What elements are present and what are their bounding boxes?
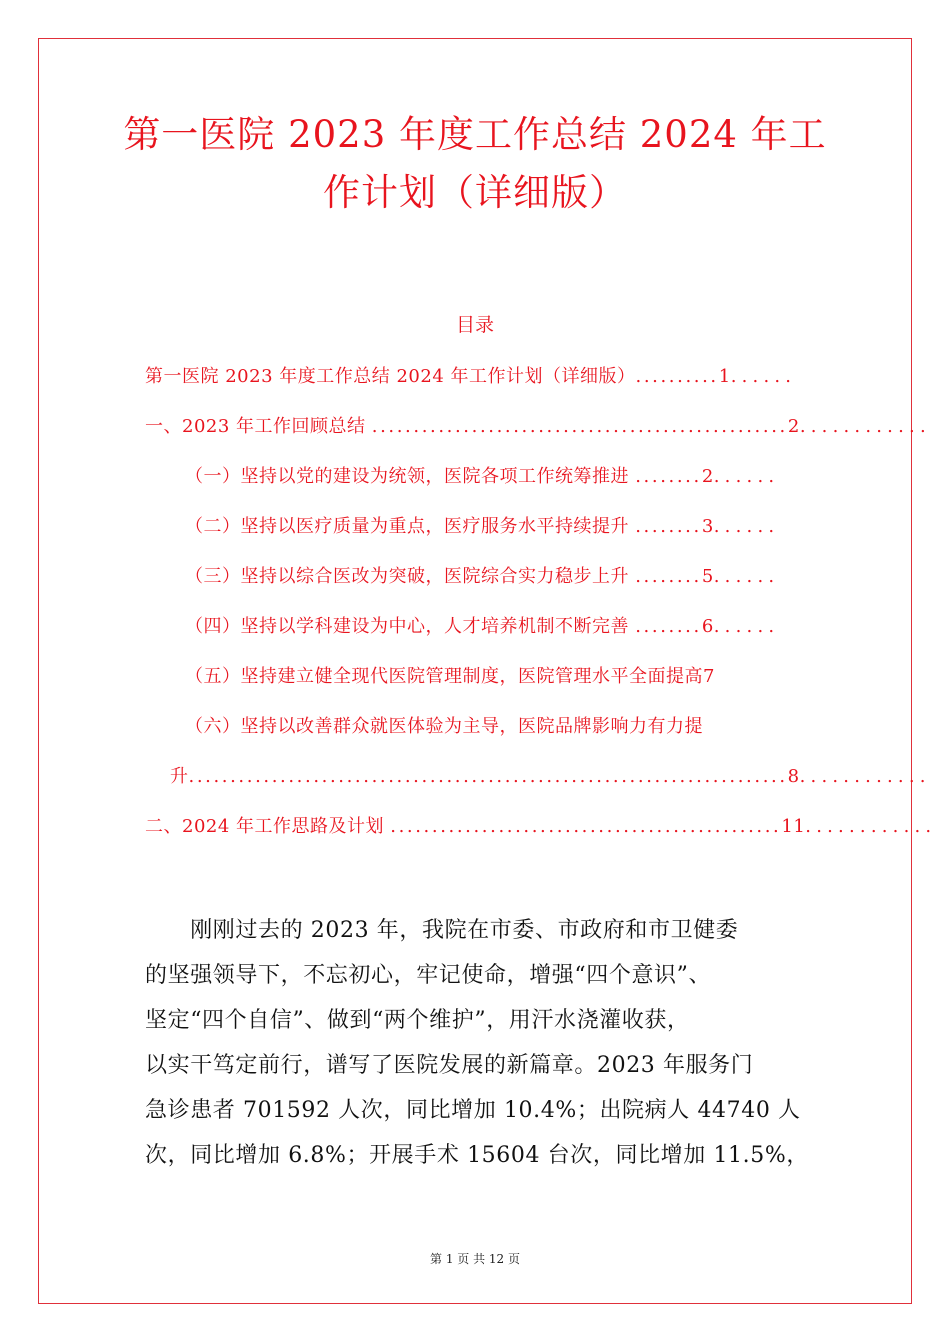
toc-heading: 目录 — [455, 314, 494, 336]
toc-entry[interactable]: （五）坚持建立健全现代医院管理制度，医院管理水平全面提高7 — [185, 666, 715, 687]
body-line: 次，同比增加 6.8%；开展手术 15604 台次，同比增加 11.5%， — [145, 1143, 809, 1168]
toc-entry[interactable]: 二、2024 年工作思路及计划 ...............................................11............ — [145, 816, 937, 837]
body-line: 的坚强领导下，不忘初心，牢记使命，增强“四个意识”、 — [145, 963, 712, 988]
toc-entry[interactable]: 一、2023 年工作回顾总结 ..................................................2............ — [145, 416, 931, 437]
toc-entry[interactable]: （三）坚持以综合医改为突破，医院综合实力稳步上升 ........5...... — [185, 566, 780, 587]
toc-entry[interactable]: （一）坚持以党的建设为统领，医院各项工作统筹推进 ........2...... — [185, 466, 780, 487]
toc-entry[interactable]: （二）坚持以医疗质量为重点，医疗服务水平持续提升 ........3...... — [185, 516, 780, 537]
toc-entry[interactable]: 第一医院 2023 年度工作总结 2024 年工作计划（详细版）..........1...... — [145, 366, 797, 387]
body-line: 刚刚过去的 2023 年，我院在市委、市政府和市卫健委 — [145, 918, 739, 943]
body-line: 急诊患者 701592 人次，同比增加 10.4%；出院病人 44740 人 — [145, 1098, 801, 1123]
body-line: 坚定“四个自信”、做到“两个维护”，用汗水浇灌收获， — [145, 1008, 690, 1033]
body-paragraph — [145, 908, 815, 1178]
title-line-1: 第一医院 2023 年度工作总结 2024 年工 — [123, 113, 827, 156]
body-line: 以实干笃定前行，谱写了医院发展的新篇章。2023 年服务门 — [145, 1053, 754, 1078]
page-footer: 第 1 页 共 12 页 — [430, 1252, 520, 1266]
toc-entry-continued[interactable]: 升........................................................................8............ — [170, 766, 931, 787]
toc-entry[interactable]: （四）坚持以学科建设为中心，人才培养机制不断完善 ........6...... — [185, 616, 780, 637]
toc-entry[interactable]: （六）坚持以改善群众就医体验为主导，医院品牌影响力有力提 — [185, 716, 703, 737]
title-line-2: 作计划（详细版） — [323, 171, 627, 214]
document-title — [60, 106, 890, 222]
